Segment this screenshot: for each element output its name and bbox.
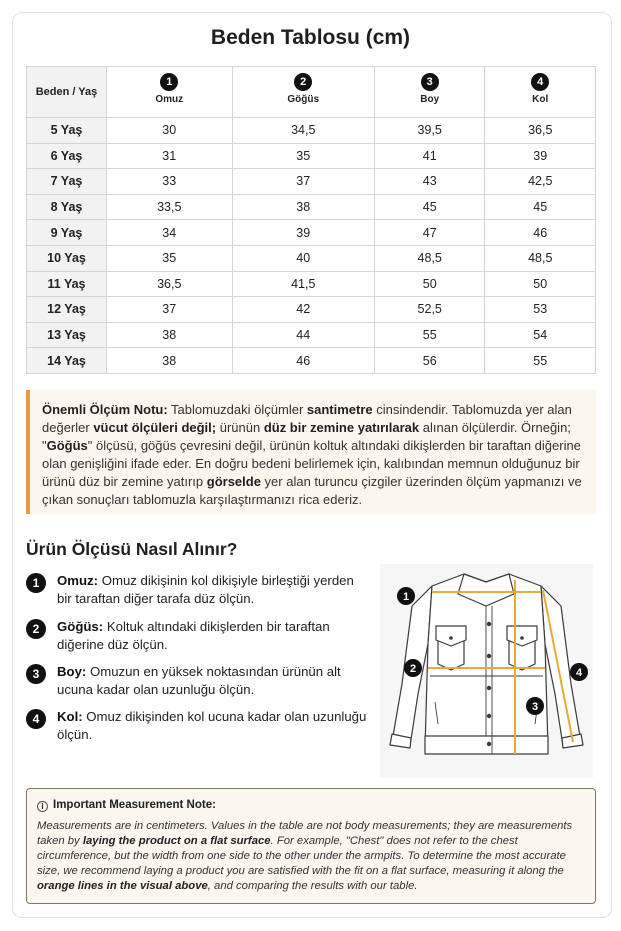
note-emphasis: düz bir zemine yatırılarak: [263, 420, 420, 435]
number-3-marker: 3: [26, 664, 46, 684]
step-term: Göğüs:: [57, 619, 104, 634]
table-cell: 55: [485, 348, 596, 374]
table-cell: 38: [107, 322, 233, 348]
number-3-marker: 3: [421, 73, 439, 91]
marker-3-label: 3: [531, 701, 539, 713]
pocket-button: [449, 636, 453, 640]
measurement-note-en: [26, 788, 596, 904]
note-text: Tablomuzdaki ölçümler: [167, 402, 307, 417]
number-2-marker: 2: [294, 73, 312, 91]
table-row: [27, 322, 596, 348]
table-cell: 48,5: [485, 245, 596, 271]
step-boy: [26, 663, 372, 699]
note-emphasis: orange lines in the visual above: [37, 880, 208, 892]
page-title: Beden Tablosu (cm): [210, 26, 411, 49]
table-cell: 39: [232, 220, 374, 246]
marker-1-label: 1: [402, 591, 410, 603]
note-en-body: [37, 819, 585, 894]
size-cell: 9 Yaş: [27, 220, 107, 246]
size-cell: 5 Yaş: [27, 118, 107, 144]
table-cell: 34: [107, 220, 233, 246]
table-cell: 39: [485, 143, 596, 169]
table-cell: 35: [232, 143, 374, 169]
note-text: alınan ölçülerdir. Örneğin; ": [42, 420, 571, 453]
table-cell: 41: [374, 143, 485, 169]
col-header-kol: [485, 67, 596, 118]
table-cell: 46: [232, 348, 374, 374]
number-1-marker: 1: [26, 573, 46, 593]
number-4-marker: 4: [26, 709, 46, 729]
size-cell: 10 Yaş: [27, 245, 107, 271]
table-cell: 48,5: [374, 245, 485, 271]
table-cell: 46: [485, 220, 596, 246]
note-text: Measurements are in centimeters. Values in the table are not body measurements; they are measurements taken by: [37, 820, 573, 847]
step-kol: [26, 708, 372, 744]
number-1-marker: 1: [160, 73, 178, 91]
table-cell: 36,5: [107, 271, 233, 297]
note-emphasis: santimetre: [306, 402, 373, 417]
size-cell: 12 Yaş: [27, 297, 107, 323]
table-row: [27, 271, 596, 297]
button: [487, 714, 491, 718]
pocket-button: [520, 636, 524, 640]
col-label: Boy: [420, 94, 440, 105]
table-row: [27, 194, 596, 220]
measurement-note-tr: [26, 390, 596, 514]
table-cell: 50: [374, 271, 485, 297]
table-cell: 42: [232, 297, 374, 323]
table-cell: 30: [107, 118, 233, 144]
jacket-diagram: [380, 564, 593, 778]
note-emphasis: laying the product on a flat surface: [82, 835, 271, 847]
table-cell: 38: [107, 348, 233, 374]
table-cell: 35: [107, 245, 233, 271]
table-header-row: [27, 67, 596, 118]
how-to-measure-heading: Ürün Ölçüsü Nasıl Alınır?: [26, 539, 238, 559]
table-cell: 34,5: [232, 118, 374, 144]
button: [487, 622, 491, 626]
step-term: Boy:: [57, 664, 87, 679]
table-row: [27, 348, 596, 374]
note-title: Önemli Ölçüm Notu:: [42, 402, 168, 417]
step-term: Omuz:: [57, 573, 99, 588]
col-header-omuz: [107, 67, 233, 118]
table-cell: 38: [232, 194, 374, 220]
note-emphasis: Göğüs: [46, 438, 88, 453]
table-cell: 52,5: [374, 297, 485, 323]
jacket-illustration: [380, 564, 593, 778]
size-cell: 14 Yaş: [27, 348, 107, 374]
step-term: Kol:: [57, 709, 83, 724]
table-cell: 33,5: [107, 194, 233, 220]
jacket-waistband: [425, 736, 548, 754]
size-table: [26, 66, 596, 374]
note-emphasis: vücut ölçüleri değil;: [93, 420, 217, 435]
table-cell: 44: [232, 322, 374, 348]
table-row: [27, 220, 596, 246]
table-cell: 40: [232, 245, 374, 271]
table-cell: 41,5: [232, 271, 374, 297]
table-cell: 54: [485, 322, 596, 348]
step-gogus: [26, 618, 372, 654]
note-en-heading: [37, 798, 585, 813]
step-text: Omuz dikişinin kol dikişiyle birleştiği yerden bir taraftan diğer tarafa düz ölçün.: [57, 573, 354, 606]
table-cell: 50: [485, 271, 596, 297]
table-cell: 31: [107, 143, 233, 169]
table-cell: 39,5: [374, 118, 485, 144]
marker-4-label: 4: [575, 667, 583, 679]
size-cell: 13 Yaş: [27, 322, 107, 348]
table-cell: 53: [485, 297, 596, 323]
note-text: . For example, "Chest" does not refer to the chest circumference, but the width from one side to the other under the armpits. To determine the most accurate size, we recommend laying a product you are satisfied with the fit on a flat surface, measuring it along the: [37, 835, 566, 877]
col-header-boy: [374, 67, 485, 118]
table-row: [27, 118, 596, 144]
table-cell: 56: [374, 348, 485, 374]
table-cell: 43: [374, 169, 485, 195]
table-cell: 37: [232, 169, 374, 195]
note-emphasis: görselde: [206, 474, 261, 489]
info-icon: i: [37, 801, 48, 812]
table-row: [27, 297, 596, 323]
number-2-marker: 2: [26, 619, 46, 639]
table-cell: 45: [485, 194, 596, 220]
table-row: [27, 245, 596, 271]
table-cell: 36,5: [485, 118, 596, 144]
note-text: ürünün: [216, 420, 264, 435]
corner-header: Beden / Yaş: [27, 67, 107, 118]
table-cell: 55: [374, 322, 485, 348]
note-text: yer alan turuncu çizgiler üzerinden ölçüm yapmanızı ve çıkan sonuçları tablomuzla karşılaştırmanızı rica ederiz.: [42, 474, 582, 507]
size-cell: 7 Yaş: [27, 169, 107, 195]
table-cell: 45: [374, 194, 485, 220]
col-label: Omuz: [155, 94, 184, 105]
note-text: , and comparing the results with our table.: [207, 880, 418, 892]
button: [487, 742, 491, 746]
note-text: cinsindendir. Tablomuzda yer alan değerler: [42, 402, 572, 435]
col-label: Göğüs: [287, 94, 320, 105]
step-omuz: [26, 572, 372, 608]
col-label: Kol: [532, 94, 549, 105]
note-text: " ölçüsü, göğüs çevresini değil, ürünün koltuk altındaki dikişlerden bir taraftan diğerine olan genişliğini ifade eder. En doğru bedeni belirlemek için, kalıbından memnun olduğunuz bir ürünü düz bir zemine yatırıp: [42, 438, 581, 489]
table-cell: 33: [107, 169, 233, 195]
table-cell: 42,5: [485, 169, 596, 195]
step-text: Koltuk altındaki dikişlerden bir taraftan diğerine düz ölçün.: [57, 619, 330, 652]
step-text: Omuz dikişinden kol ucuna kadar olan uzunluğu ölçün.: [57, 709, 367, 742]
table-cell: 47: [374, 220, 485, 246]
number-4-marker: 4: [531, 73, 549, 91]
size-cell: 11 Yaş: [27, 271, 107, 297]
table-row: [27, 143, 596, 169]
marker-2-label: 2: [409, 663, 417, 675]
table-row: [27, 169, 596, 195]
note-en-title: Important Measurement Note:: [53, 799, 216, 811]
col-header-gogus: [232, 67, 374, 118]
size-cell: 8 Yaş: [27, 194, 107, 220]
table-cell: 37: [107, 297, 233, 323]
size-cell: 6 Yaş: [27, 143, 107, 169]
step-text: Omuzun en yüksek noktasından ürünün alt ucuna kadar olan uzunluğu ölçün.: [57, 664, 341, 697]
button: [487, 654, 491, 658]
button: [487, 686, 491, 690]
